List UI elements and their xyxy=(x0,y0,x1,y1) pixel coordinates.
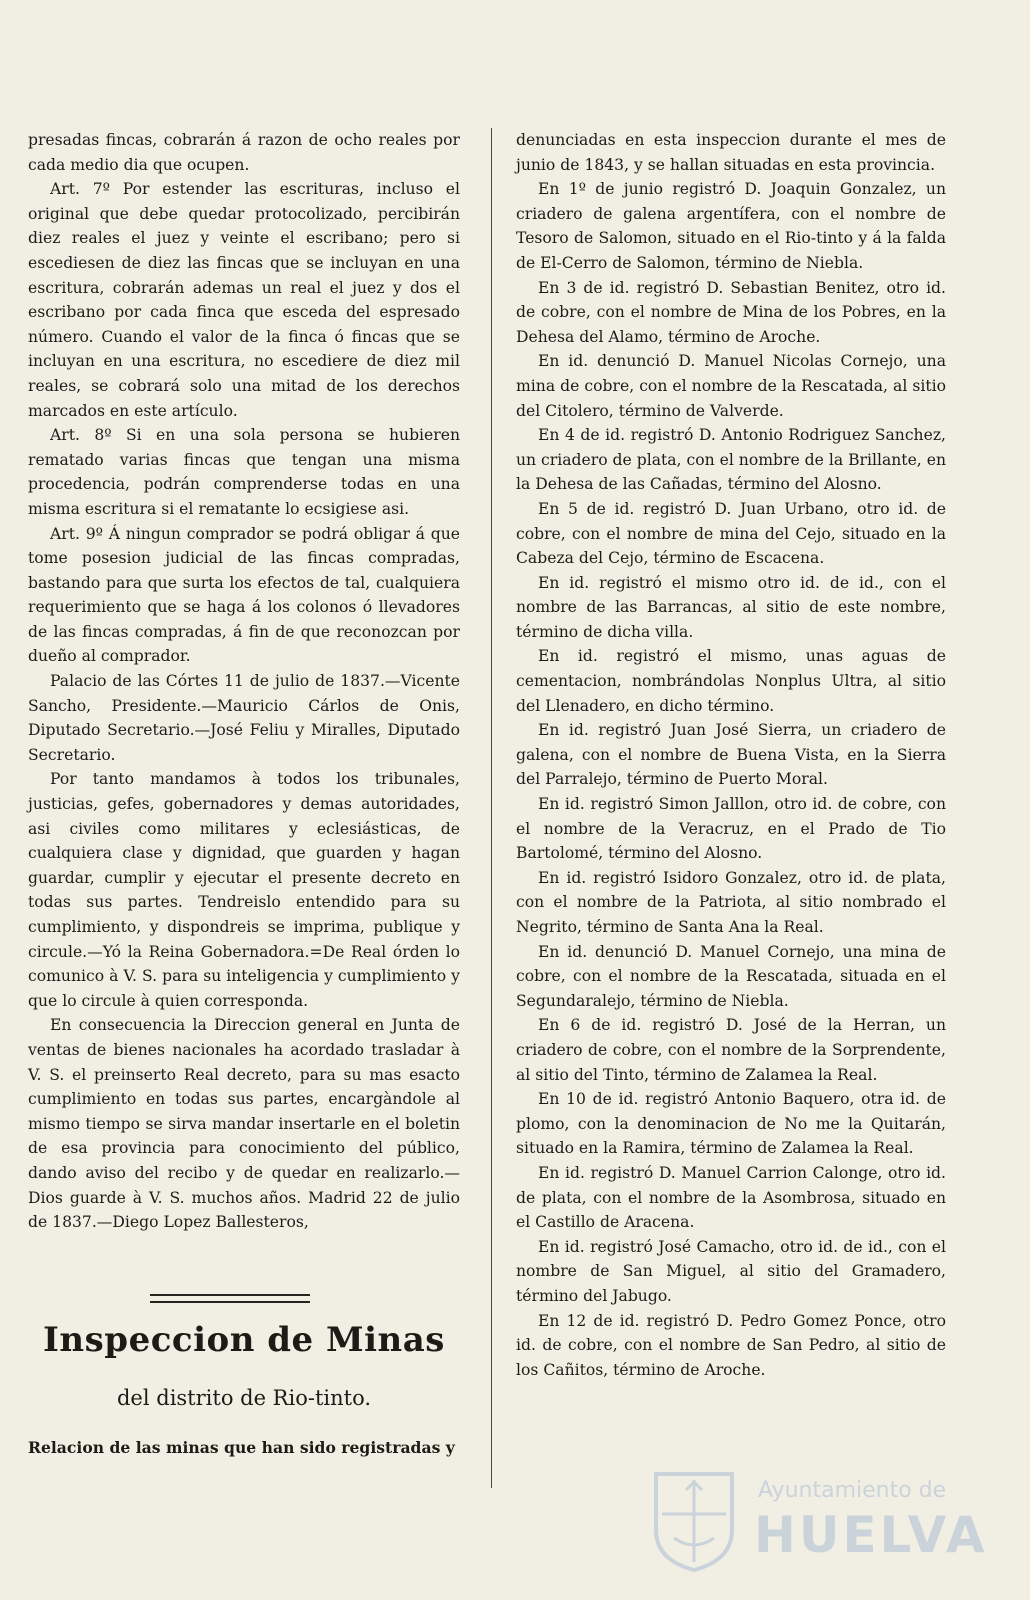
section-intro: Relacion de las minas que han sido registradas y xyxy=(28,1438,455,1457)
double-rule-divider xyxy=(150,1294,310,1303)
paragraph: En id. denunció D. Manuel Cornejo, una mina de cobre, con el nombre de la Rescatada, situada en el Segundaralejo, término de Niebla. xyxy=(516,942,946,1010)
paragraph: En 4 de id. registró D. Antonio Rodriguez Sanchez, un criadero de plata, con el nombre de la Brillante, en la Dehesa de las Cañadas, término del Alosno. xyxy=(516,426,946,494)
paragraph: En id. registró Simon Jalllon, otro id. de cobre, con el nombre de la Veracruz, en el Prado de Tio Bartolomé, término del Alosno. xyxy=(516,795,946,863)
paragraph: En 5 de id. registró D. Juan Urbano, otro id. de cobre, con el nombre de mina del Cejo, situado en la Cabeza del Cejo, término de Escacena. xyxy=(516,499,946,568)
paragraph: Art. 9º Á ningun comprador se podrá obligar á que tome posesion judicial de las fincas compradas, bastando para que surta los efectos de tal, cualquiera requerimiento que se haga á los colonos ó llevadores de las fincas compradas, á fin de que reconozcan por dueño al comprador. xyxy=(28,524,460,666)
paragraph: Art. 7º Por estender las escrituras, incluso el original que debe quedar protocolizado, percibirán diez reales el juez y veinte el escribano; pero si escediesen de diez las fincas que se incluyan en una escritura, cobrarán ademas un real el juez y dos el escribano por cada finca que esceda del espresado número. Cuando el valor de la finca ó fincas que se incluyan en una escritura, no escediere de diez mil reales, se cobrará solo una mitad de los derechos marcados en este artículo. xyxy=(28,180,460,420)
paragraph: En id. registró José Camacho, otro id. de id., con el nombre de San Miguel, al sitio del Gramadero, término del Jabugo. xyxy=(516,1237,946,1305)
watermark xyxy=(650,1468,988,1578)
paragraph: En 12 de id. registró D. Pedro Gomez Ponce, otro id. de cobre, con el nombre de San Pedro, al sitio de los Cañitos, término de Aroche. xyxy=(516,1311,946,1379)
paragraph: En id. registró el mismo otro id. de id., con el nombre de las Barrancas, al sitio de este nombre, término de dicha villa. xyxy=(516,573,946,641)
paragraph: Art. 8º Si en una sola persona se hubieren rematado varias fincas que tengan una misma procedencia, podrán comprenderse todas en una misma escritura si el rematante lo ecsigiese asi. xyxy=(28,426,460,518)
paragraph: Por tanto mandamos à todos los tribunales, justicias, gefes, gobernadores y demas autoridades, asi civiles como militares y eclesiásticas, de cualquiera clase y dignidad, que guarden y hagan guardar, cumplir y ejecutar el presente decreto en todas sus partes. Tendreislo entendido para su cumplimiento, y dispondreis se imprima, publique y circule.—Yó la Reina Gobernadora.=De Real órden lo comunico à V. S. para su inteligencia y cumplimiento y que lo circule à quien corresponda. xyxy=(28,770,460,1010)
paragraph: En 3 de id. registró D. Sebastian Benitez, otro id. de cobre, con el nombre de Mina de los Pobres, en la Dehesa del Alamo, término de Aroche. xyxy=(516,278,946,346)
city-shield-icon xyxy=(650,1468,738,1574)
left-column xyxy=(28,128,460,1235)
paragraph: En consecuencia la Direccion general en Junta de ventas de bienes nacionales ha acordado trasladar à V. S. el preinserto Real decreto, para su mas esacto cumplimiento en todas sus partes, encargàndole al mismo tiempo se sirva mandar insertarle en el boletin de esa provincia para conocimiento del público, dando aviso del recibo y de quedar en realizarlo.—Dios guarde à V. S. muchos años. Madrid 22 de julio de 1837.—Diego Lopez Ballesteros, xyxy=(28,1016,460,1232)
paragraph: En id. denunció D. Manuel Nicolas Cornejo, una mina de cobre, con el nombre de la Rescatada, al sitio del Citolero, término de Valverde. xyxy=(516,352,946,420)
paragraph: presadas fincas, cobrarán á razon de ocho reales por cada medio dia que ocupen. xyxy=(28,131,460,174)
paragraph: En id. registró Juan José Sierra, un criadero de galena, con el nombre de Buena Vista, en la Sierra del Parralejo, término de Puerto Moral. xyxy=(516,721,946,789)
paragraph: denunciadas en esta inspeccion durante el mes de junio de 1843, y se hallan situadas en esta provincia. xyxy=(516,131,946,174)
right-column xyxy=(516,128,946,1382)
paragraph: En 10 de id. registró Antonio Baquero, otra id. de plomo, con la denominacion de No me la Quitarán, situado en la Ramira, término de Zalamea la Real. xyxy=(516,1090,946,1158)
paragraph: En id. registró D. Manuel Carrion Calonge, otro id. de plata, con el nombre de la Asombrosa, situado en el Castillo de Aracena. xyxy=(516,1163,946,1232)
watermark-line-2: HUELVA xyxy=(754,1506,988,1564)
paragraph: Palacio de las Córtes 11 de julio de 1837.—Vicente Sancho, Presidente.—Mauricio Cárlos de Onis, Diputado Secretario.—José Feliu y Miralles, Diputado Secretario. xyxy=(28,672,460,764)
paragraph: En 1º de junio registró D. Joaquin Gonzalez, un criadero de galena argentífera, con el nombre de Tesoro de Salomon, situado en el Rio-tinto y á la falda de El-Cerro de Salomon, término de Niebla. xyxy=(516,180,946,272)
section-title: Inspeccion de Minas xyxy=(43,1320,445,1360)
column-divider xyxy=(491,128,492,1488)
watermark-line-1: Ayuntamiento de xyxy=(758,1478,947,1503)
paragraph: En 6 de id. registró D. José de la Herran, un criadero de cobre, con el nombre de la Sorprendente, al sitio del Tinto, término de Zalamea la Real. xyxy=(516,1016,946,1084)
paragraph: En id. registró el mismo, unas aguas de cementacion, nombrándolas Nonplus Ultra, al sitio del Llenadero, en dicho término. xyxy=(516,647,946,715)
section-subtitle: del distrito de Rio-tinto. xyxy=(116,1386,372,1410)
paragraph: En id. registró Isidoro Gonzalez, otro id. de plata, con el nombre de la Patriota, al sitio nombrado el Negrito, término de Santa Ana la Real. xyxy=(516,868,946,936)
